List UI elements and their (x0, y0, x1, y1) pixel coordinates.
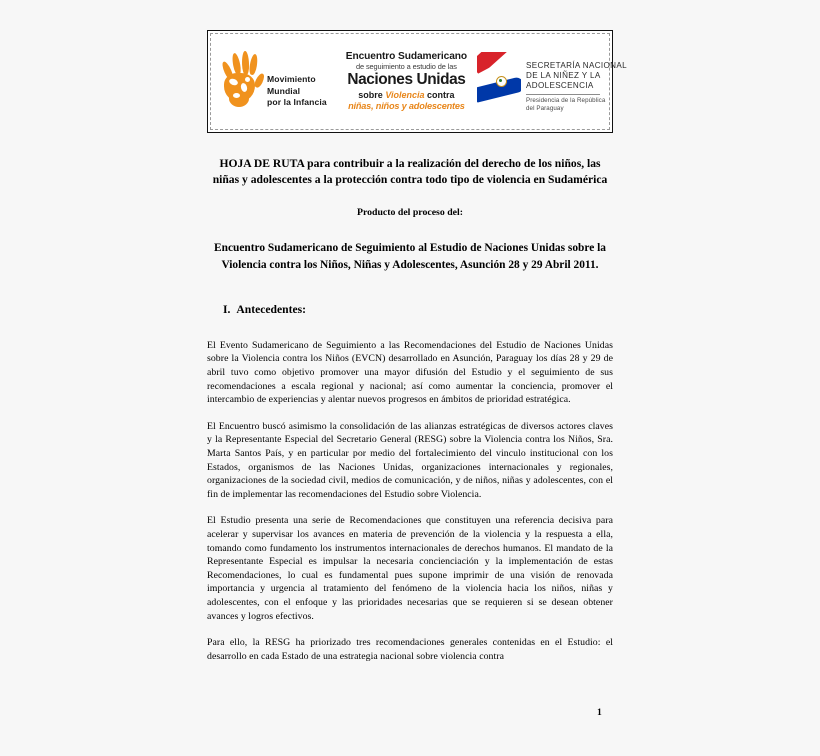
logo-encuentro-sudamericano (336, 34, 477, 129)
logo-movimiento-mundial (215, 34, 336, 129)
logo-enc-line2: de seguimiento a estudio de las (355, 62, 457, 72)
document-content-column (207, 30, 627, 676)
page-title: HOJA DE RUTA para contribuir a la realización del derecho de los niños, las niñas y adolescentes a la protección contra todo tipo de violencia en Sudamérica (212, 157, 608, 187)
logo-snna-sub1: Presidencia de la República (526, 97, 606, 105)
paragraph: Para ello, la RESG ha priorizado tres recomendaciones generales contenidas en el Estudio: el desarrollo en cada Estado de una estrategia nacional sobre violencia contra (207, 637, 613, 662)
page-number: 1 (597, 707, 602, 718)
paragraph: El Encuentro buscó asimismo la consolidación de las alianzas estratégicas de diversos actores claves y la Representante Especial del Secretario General (RESG) sobre la Violencia contra los Niños, Sra. Marta Santos País, y en particular por medio del fortalecimiento del vinculo institucional con los Estados, organismos de las Naciones Unidas, organizaciones internacionales y regionales, organizaciones de la sociedad civil, medios de comunicación, y de niños, niñas y adolescentes, con el fin de implementar las recomendaciones del Estudio sobre Violencia. (207, 420, 613, 500)
logo-enc-line4-violencia: Violencia (385, 89, 425, 100)
logo-snna (477, 34, 627, 129)
logo-enc-line4 (346, 91, 467, 101)
logo-mmi-line1: Movimiento Mundial (267, 74, 316, 96)
logo-snna-text (526, 51, 627, 113)
logo-snna-sub2: del Paraguay (526, 104, 564, 112)
section-heading-antecedentes (207, 303, 613, 316)
section-label: Antecedentes: (236, 302, 306, 316)
body-text-block (207, 339, 613, 663)
handprint-icon (221, 51, 265, 113)
logo-encuentro-text (346, 51, 467, 111)
logo-snna-line3: ADOLESCENCIA (526, 81, 594, 90)
logo-snna-line1: SECRETARÍA NACIONAL (526, 60, 627, 70)
document-subtitle: Producto del proceso del: (356, 207, 464, 219)
logo-enc-line1: Encuentro Sudamericano (345, 51, 468, 63)
logo-enc-line3: Naciones Unidas (347, 71, 466, 89)
header-logo-band (207, 30, 627, 133)
logo-enc-line4-c: contra (424, 89, 455, 100)
logo-enc-line5: niñas, niños y adolescentes (348, 100, 465, 111)
logo-enc-line4-a: sobre (358, 89, 386, 100)
section-numeral: I. (223, 302, 231, 316)
document-event-line: Encuentro Sudamericano de Seguimiento al Estudio de Naciones Unidas sobre la Violencia contra los Niños, Niñas y Adolescentes, Asunción 28 y 29 Abril 2011. (214, 242, 606, 271)
paragraph: El Estudio presenta una serie de Recomendaciones que constituyen una referencia decisiva para acelerar y supervisar los avances en materia de prevención de la violencia y la respuesta a ella, tomando como fundamento los instrumentos internacionales de derechos humanos. El mandato de la Representante Especial es impulsar la necesaria concienciación y la implementación de estas Recomendaciones, lo cual es fundamental pues supone imprimir de una visión de renovada importancia y urgencia al tratamiento del fenómeno de la violencia hacia los niños, niñas y adolescentes, con el enfoque y las prioridades necesarias que se requieren si se desean obtener avances y logros efectivos. (207, 515, 613, 622)
paraguay-flag-icon (477, 52, 521, 112)
logo-snna-line2: DE LA NIÑEZ Y LA (526, 70, 601, 80)
paragraph: El Evento Sudamericano de Seguimiento a las Recomendaciones del Estudio de Naciones Unidas sobre la Violencia contra los Niños (EVCN) desarrollado en Asunción, Paraguay los días 28 y 29 de abril tuvo como objetivo promover una mayor difusión del Estudio y el seguimiento de sus recomendaciones a escala regional y nacional; así como aumentar la conciencia, promover el intercambio de experiencias y alentar nuevos progresos en ámbitos de prioridad estratégica. (207, 339, 613, 406)
logo-snna-divider (526, 94, 600, 95)
logo-mmi-line2: por la Infancia (267, 97, 327, 108)
header-logo-band-inner (210, 33, 627, 130)
logo-movimiento-mundial-text (267, 54, 336, 109)
